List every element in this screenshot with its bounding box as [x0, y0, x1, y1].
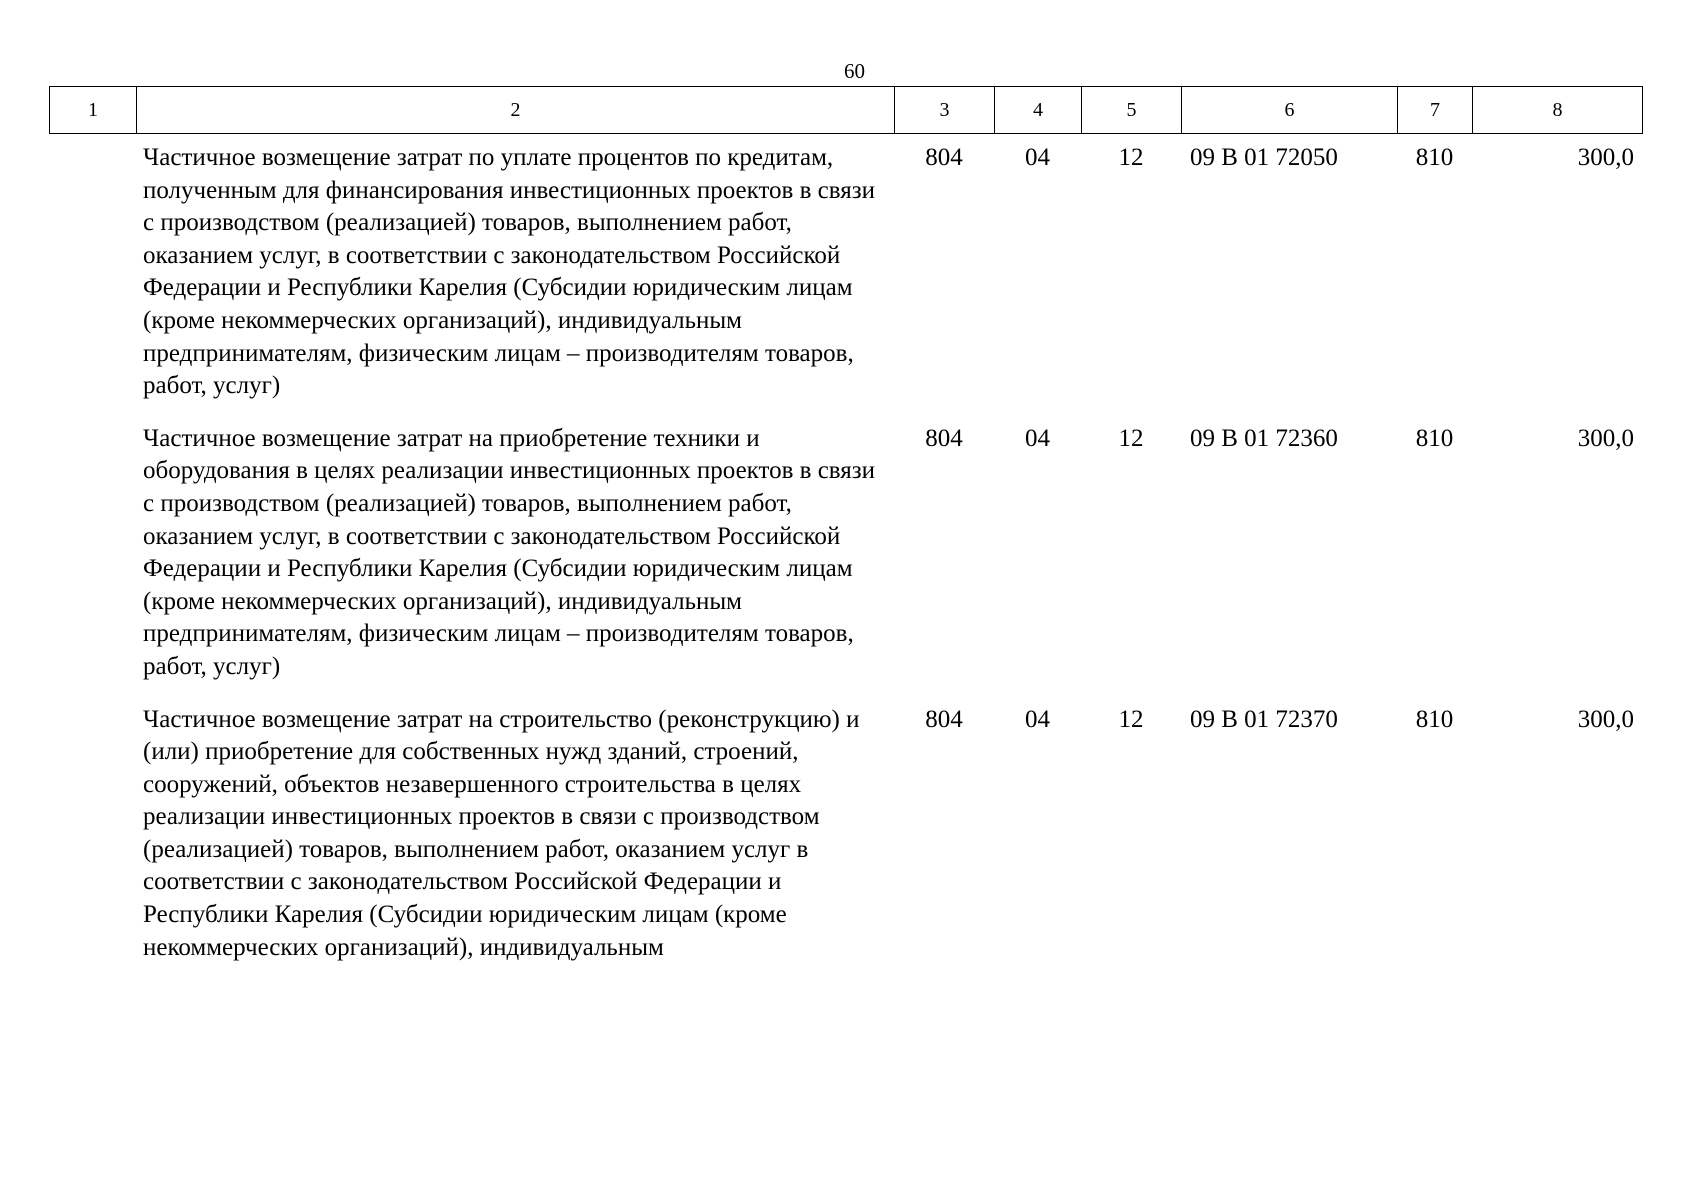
row-target-article: 09 В 01 72360: [1190, 424, 1338, 452]
row-section-code: 04: [1025, 144, 1050, 171]
row-target-article: 09 В 01 72050: [1190, 144, 1338, 171]
row-amount: 300,0: [1577, 705, 1634, 733]
table-row: [49, 415, 1642, 696]
row-description: Частичное возмещение затрат на строительство (реконструкцию) и (или) приобретение для собственных нужд зданий, строений, сооружений, объектов незавершенного строительства в целях реализации инвестиционных проектов в связи с производством (реализацией) товаров, выполнением работ, оказанием услуг в соответствии с законодательством Российской Федерации и Республики Карелия (Субсидии юридическим лицам (кроме некоммерческих организаций), индивидуальным: [143, 705, 860, 961]
row-ministry-code: 804: [925, 705, 963, 733]
row-amount: 300,0: [1577, 424, 1634, 452]
header-col-2: 2: [137, 87, 895, 134]
row-target-article: 09 В 01 72370: [1190, 705, 1338, 733]
header-col-4: 4: [995, 87, 1082, 134]
row-amount: 300,0: [1577, 144, 1634, 171]
header-col-7: 7: [1398, 87, 1473, 134]
row-subsection-code: 12: [1118, 705, 1144, 733]
header-col-5: 5: [1082, 87, 1182, 134]
table-header: [49, 86, 1643, 134]
header-col-6: 6: [1182, 87, 1398, 134]
header-row: [50, 87, 1643, 134]
row-ministry-code: 804: [925, 144, 963, 171]
row-subsection-code: 12: [1118, 144, 1144, 171]
table-body: [49, 134, 1642, 976]
table-row: [49, 134, 1642, 415]
row-expense-type: 810: [1415, 424, 1454, 452]
row-expense-type: 810: [1415, 705, 1454, 733]
row-description: Частичное возмещение затрат на приобретение техники и оборудования в целях реализации инвестиционных проектов в связи с производством (реализацией) товаров, выполнением работ, оказанием услуг, в соответствии с законодательством Российской Федерации и Республики Карелия (Субсидии юридическим лицам (кроме некоммерческих организаций), индивидуальным предпринимателям, физическим лицам – производителям товаров, работ, услуг): [143, 424, 876, 680]
row-description: Частичное возмещение затрат по уплате процентов по кредитам, полученным для финансирования инвестиционных проектов в связи с производством (реализацией) товаров, выполнением работ, оказанием услуг, в соответствии с законодательством Российской Федерации и Республики Карелия (Субсидии юридическим лицам (кроме некоммерческих организаций), индивидуальным предпринимателям, физическим лицам – производителям товаров, работ, услуг): [143, 144, 875, 400]
row-section-code: 04: [1025, 424, 1050, 452]
row-expense-type: 810: [1415, 144, 1454, 171]
header-col-1: 1: [50, 87, 137, 134]
table-row: [49, 696, 1642, 977]
row-ministry-code: 804: [925, 424, 963, 452]
row-section-code: 04: [1025, 705, 1050, 733]
row-subsection-code: 12: [1118, 424, 1144, 452]
header-col-3: 3: [895, 87, 995, 134]
page-number: 60: [844, 59, 865, 83]
header-col-8: 8: [1473, 87, 1643, 134]
